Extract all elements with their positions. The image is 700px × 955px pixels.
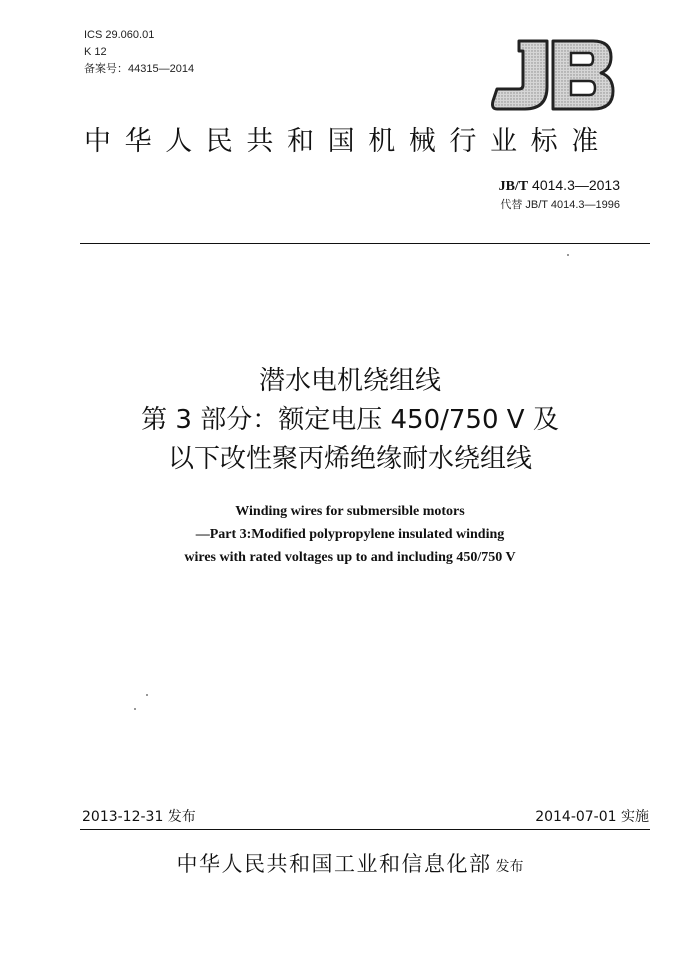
chinese-title	[0, 362, 700, 479]
classification-code: K 12	[84, 46, 107, 58]
standard-organization-title: 中华人民共和国机械行业标准	[84, 126, 612, 157]
issue-date: 2013-12-31 发布	[82, 809, 196, 825]
record-number: 备案号：44315—2014	[84, 63, 195, 75]
standard-code-block	[499, 175, 620, 213]
english-title-line-2: —Part 3:Modified polypropylene insulated winding	[195, 527, 505, 542]
english-title-line-1: Winding wires for submersible motors	[235, 504, 465, 519]
english-title	[0, 500, 700, 569]
scan-speck	[146, 694, 148, 696]
issuing-authority	[0, 848, 700, 878]
english-title-line-3: wires with rated voltages up to and including 450/750 V	[184, 550, 516, 565]
issuer-name: 中华人民共和国工业和信息化部	[176, 852, 492, 876]
chinese-title-line-2: 第 3 部分：额定电压 450/750 V 及	[141, 405, 559, 435]
jb-logo-graphic	[489, 35, 617, 115]
jb-logo-text: JB	[489, 35, 490, 36]
replaced-standard: 代替 JB/T 4014.3—1996	[500, 199, 620, 211]
jb-logo	[489, 35, 617, 115]
standard-code	[499, 175, 620, 197]
bottom-divider	[80, 829, 650, 830]
chinese-title-line-3: 以下改性聚丙烯绝缘耐水绕组线	[167, 444, 532, 474]
implementation-date: 2014-07-01 实施	[535, 809, 649, 825]
top-divider	[80, 243, 650, 244]
scan-speck	[134, 708, 136, 710]
issuer-suffix: 发布	[495, 859, 524, 875]
standard-code-prefix: JB/T	[498, 179, 529, 194]
standard-code-number: 4014.3—2013	[532, 177, 620, 193]
chinese-title-line-1: 潜水电机绕组线	[258, 366, 441, 396]
scan-speck	[567, 254, 569, 256]
ics-code: ICS 29.060.01	[84, 29, 155, 41]
